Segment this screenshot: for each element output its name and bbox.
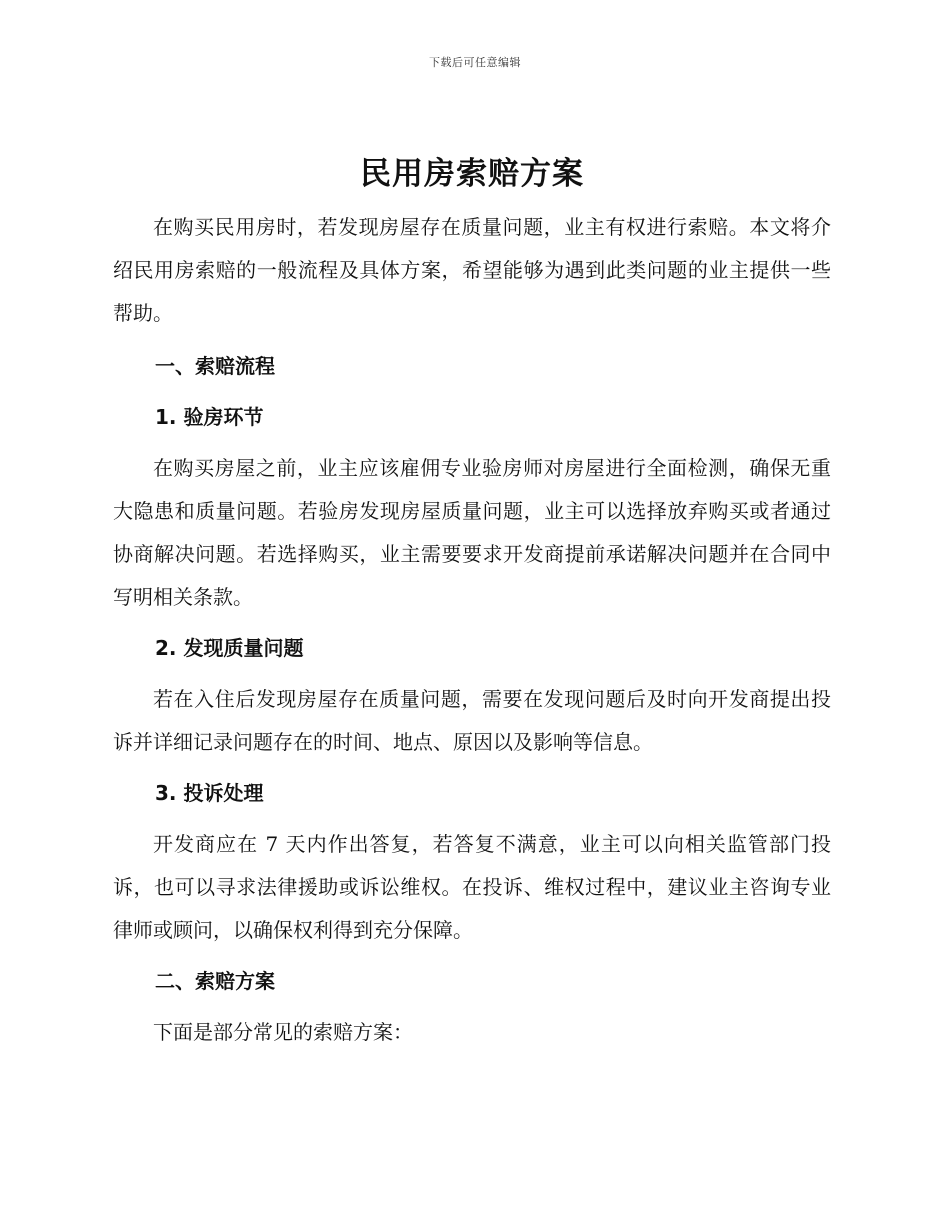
subheading-quality-issue: 2. 发现质量问题 [155, 636, 304, 660]
subheading-inspection: 1. 验房环节 [155, 405, 264, 429]
document-title: 民用房索赔方案 [360, 156, 584, 192]
header-note: 下载后可任意编辑 [429, 56, 521, 69]
paragraph-quality-issue: 若在入住后发现房屋存在质量问题，需要在发现问题后及时向开发商提出投诉并详细记录问题存在的时间、地点、原因以及影响等信息。 [113, 687, 831, 754]
paragraph-claim-plan-intro: 下面是部分常见的索赔方案： [153, 1020, 413, 1044]
paragraph-complaint-handling: 开发商应在 7 天内作出答复，若答复不满意，业主可以向相关监管部门投诉，也可以寻求法律援助或诉讼维权。在投诉、维权过程中，建议业主咨询专业律师或顾问，以确保权利得到充分保障。 [113, 832, 831, 942]
subheading-complaint-handling: 3. 投诉处理 [155, 781, 264, 805]
document-body [113, 148, 831, 1054]
intro-paragraph: 在购买民用房时，若发现房屋存在质量问题，业主有权进行索赔。本文将介绍民用房索赔的一般流程及具体方案，希望能够为遇到此类问题的业主提供一些帮助。 [113, 215, 831, 325]
paragraph-inspection: 在购买房屋之前，业主应该雇佣专业验房师对房屋进行全面检测，确保无重大隐患和质量问题。若验房发现房屋质量问题，业主可以选择放弃购买或者通过协商解决问题。若选择购买，业主需要要求开发商提前承诺解决问题并在合同中写明相关条款。 [113, 456, 831, 609]
section-heading-claim-plan: 二、索赔方案 [155, 969, 275, 993]
section-heading-claim-process: 一、索赔流程 [155, 354, 275, 378]
